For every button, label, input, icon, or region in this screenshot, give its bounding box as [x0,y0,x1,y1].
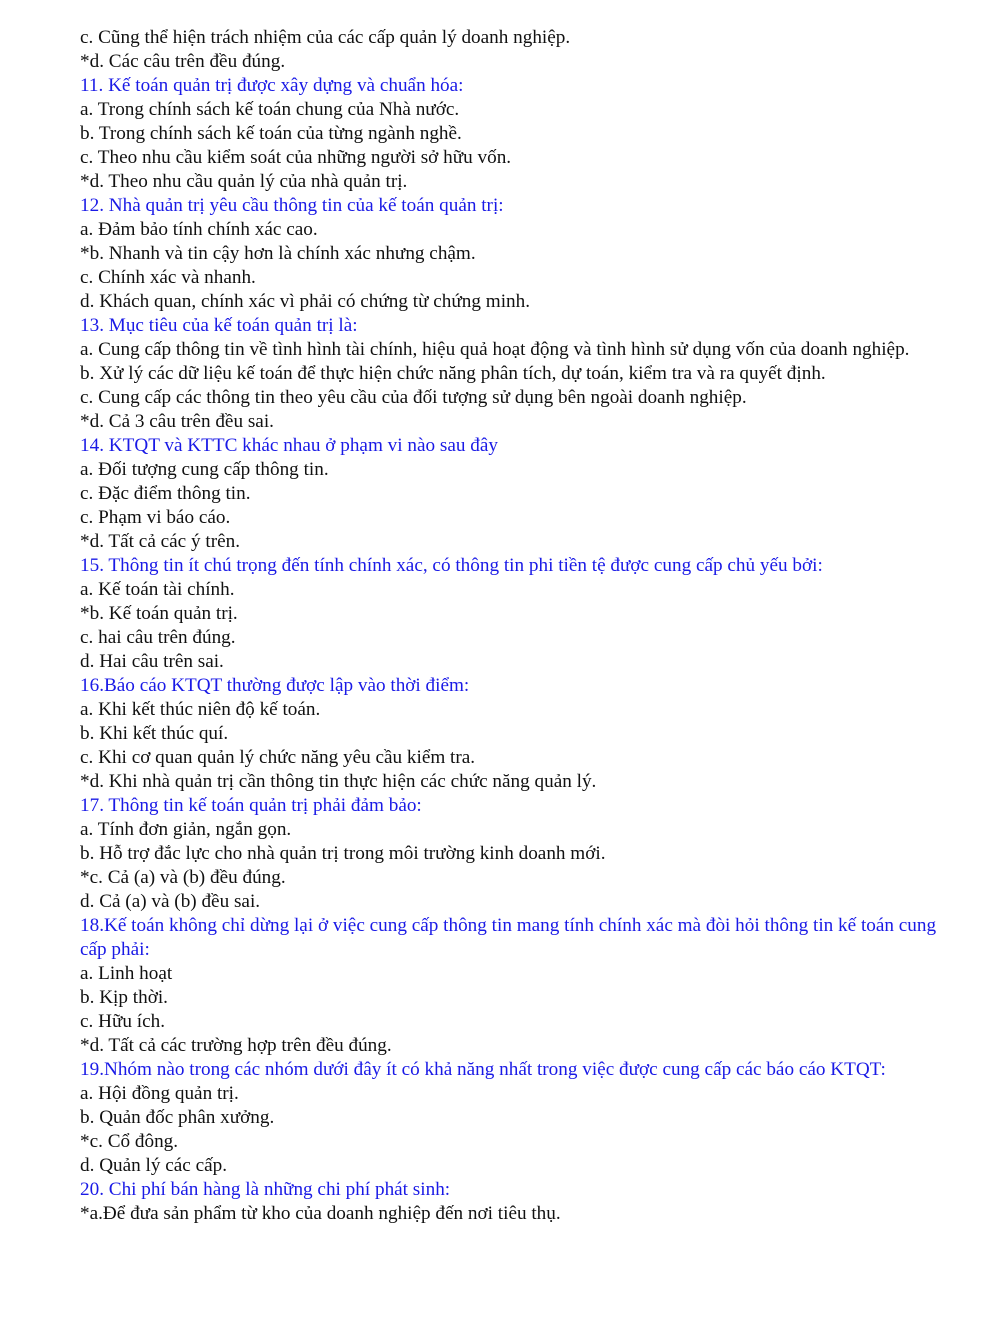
answer-option: a. Khi kết thúc niên độ kế toán. [80,699,321,720]
question-text: 17. Thông tin kế toán quản trị phải đảm bảo: [80,795,422,816]
answer-option: *d. Cả 3 câu trên đều sai. [80,411,274,432]
answer-option: *b. Nhanh và tin cậy hơn là chính xác nhưng chậm. [80,243,476,264]
answer-option: *b. Kế toán quản trị. [80,603,238,624]
answer-option: c. Khi cơ quan quản lý chức năng yêu cầu kiểm tra. [80,747,476,768]
answer-option: c. Theo nhu cầu kiểm soát của những người sở hữu vốn. [80,147,512,168]
question-text: 19.Nhóm nào trong các nhóm dưới đây ít có khả năng nhất trong việc được cung cấp các báo cáo KTQT: [80,1059,886,1080]
answer-option: d. Cả (a) và (b) đều sai. [80,891,261,912]
answer-option: c. Đặc điểm thông tin. [80,483,251,504]
answer-option: a. Cung cấp thông tin về tình hình tài chính, hiệu quả hoạt động và tình hình sử dụng vốn của doanh nghiệp. [80,339,910,360]
question-text: 12. Nhà quản trị yêu cầu thông tin của kế toán quản trị: [80,195,504,216]
question-text: 11. Kế toán quản trị được xây dựng và chuẩn hóa: [80,75,464,96]
answer-option: d. Hai câu trên sai. [80,651,224,672]
answer-option: b. Kịp thời. [80,987,168,1008]
question-text: 20. Chi phí bán hàng là những chi phí phát sinh: [80,1179,451,1200]
answer-option: c. Cũng thể hiện trách nhiệm của các cấp quản lý doanh nghiệp. [80,27,571,48]
answer-option: b. Khi kết thúc quí. [80,723,229,744]
answer-option: c. Chính xác và nhanh. [80,267,256,288]
answer-option: b. Trong chính sách kế toán của từng ngành nghề. [80,123,462,144]
answer-option: a. Đối tượng cung cấp thông tin. [80,459,329,480]
answer-option: *c. Cả (a) và (b) đều đúng. [80,867,286,888]
answer-option: b. Xử lý các dữ liệu kế toán để thực hiện chức năng phân tích, dự toán, kiểm tra và ra quyết định. [80,363,826,384]
answer-option: *d. Theo nhu cầu quản lý của nhà quản trị. [80,171,408,192]
answer-option: *a.Để đưa sản phẩm từ kho của doanh nghiệp đến nơi tiêu thụ. [80,1203,561,1224]
answer-option: a. Kế toán tài chính. [80,579,235,600]
answer-option: a. Đảm bảo tính chính xác cao. [80,219,318,240]
answer-option: b. Quản đốc phân xưởng. [80,1107,275,1128]
answer-option: b. Hỗ trợ đắc lực cho nhà quản trị trong môi trường kinh doanh mới. [80,843,606,864]
answer-option: c. Phạm vi báo cáo. [80,507,231,528]
question-text: 18.Kế toán không chỉ dừng lại ở việc cung cấp thông tin mang tính chính xác mà đòi hỏi thông tin kế toán cung cấp phải: [80,915,937,960]
answer-option: c. hai câu trên đúng. [80,627,236,648]
answer-option: *d. Tất cả các ý trên. [80,531,240,552]
question-text: 13. Mục tiêu của kế toán quản trị là: [80,315,358,336]
answer-option: *d. Tất cả các trường hợp trên đều đúng. [80,1035,392,1056]
question-text: 14. KTQT và KTTC khác nhau ở phạm vi nào sau đây [80,435,498,456]
answer-option: a. Linh hoạt [80,963,173,984]
answer-option: a. Trong chính sách kế toán chung của Nhà nước. [80,99,460,120]
answer-option: c. Hữu ích. [80,1011,165,1032]
answer-option: a. Tính đơn giản, ngắn gọn. [80,819,292,840]
answer-option: *d. Khi nhà quản trị cần thông tin thực hiện các chức năng quản lý. [80,771,597,792]
question-text: 15. Thông tin ít chú trọng đến tính chính xác, có thông tin phi tiền tệ được cung cấp chủ yếu bởi: [80,555,823,576]
answer-option: d. Quản lý các cấp. [80,1155,228,1176]
answer-option: d. Khách quan, chính xác vì phải có chứng từ chứng minh. [80,291,531,312]
answer-option: a. Hội đồng quản trị. [80,1083,239,1104]
answer-option: *c. Cổ đông. [80,1131,179,1152]
question-text: 16.Báo cáo KTQT thường được lập vào thời điểm: [80,675,470,696]
answer-option: *d. Các câu trên đều đúng. [80,51,286,72]
answer-option: c. Cung cấp các thông tin theo yêu cầu của đối tượng sử dụng bên ngoài doanh nghiệp. [80,387,747,408]
